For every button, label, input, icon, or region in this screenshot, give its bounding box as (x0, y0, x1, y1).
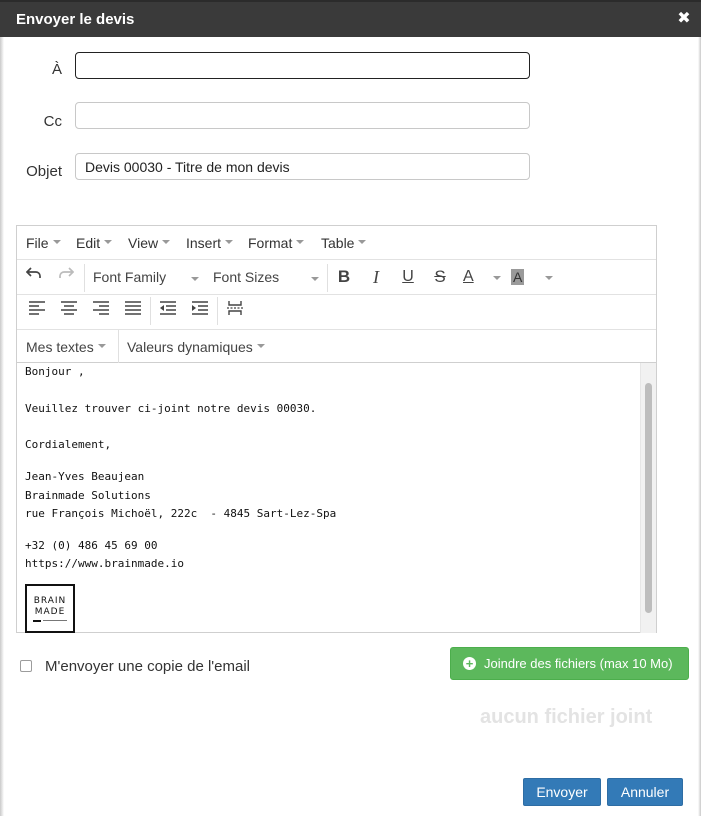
menu-table-label: Table (321, 235, 355, 251)
font-family-select[interactable] (93, 264, 201, 290)
editor-content[interactable] (17, 363, 641, 633)
chevron-down-icon (296, 240, 304, 244)
text-color-icon[interactable]: A (459, 264, 499, 290)
menu-format[interactable] (248, 235, 304, 251)
close-icon[interactable]: ✖ (677, 10, 691, 27)
menu-format-label: Format (248, 235, 293, 251)
toolbar-separator (84, 264, 85, 292)
subject-input[interactable] (75, 153, 530, 180)
body-line: https://www.brainmade.io (25, 557, 184, 570)
valeurs-dynamiques-label: Valeurs dynamiques (127, 339, 253, 355)
page-break-icon[interactable] (223, 299, 247, 325)
editor-scrollbar[interactable] (640, 363, 656, 633)
undo-icon[interactable] (22, 264, 46, 290)
background-color-icon[interactable]: A (507, 264, 547, 290)
to-input[interactable] (75, 52, 530, 79)
outdent-icon[interactable] (156, 299, 180, 325)
chevron-down-icon (162, 240, 170, 244)
cc-label: Cc (43, 113, 62, 130)
align-left-icon[interactable] (25, 299, 49, 325)
subject-label: Objet (26, 163, 62, 180)
menu-view[interactable] (128, 235, 170, 251)
logo-line-2: MADE (34, 607, 66, 617)
body-line: Brainmade Solutions (25, 489, 151, 502)
cancel-button[interactable]: Annuler (607, 778, 683, 806)
font-family-label: Font Family (93, 269, 167, 285)
attach-files-label: Joindre des fichiers (max 10 Mo) (484, 656, 673, 671)
body-line: Bonjour , (25, 365, 85, 378)
menu-file-label: File (26, 235, 49, 251)
scrollbar-thumb[interactable] (645, 383, 652, 613)
chevron-down-icon (257, 344, 265, 348)
no-file-text: aucun fichier joint (480, 706, 653, 728)
chevron-down-icon (191, 277, 199, 281)
left-edge (0, 37, 4, 816)
valeurs-dynamiques-dropdown[interactable] (127, 334, 277, 360)
copy-checkbox[interactable] (20, 660, 32, 672)
send-button[interactable]: Envoyer (523, 778, 601, 806)
editor-menubar (17, 226, 656, 260)
align-center-icon[interactable] (57, 299, 81, 325)
menu-edit[interactable] (76, 235, 112, 251)
body-line: Cordialement, (25, 438, 112, 451)
menu-insert[interactable] (186, 235, 233, 251)
strikethrough-icon[interactable]: S (434, 267, 446, 286)
italic-icon[interactable]: I (373, 267, 379, 287)
attach-files-button[interactable] (450, 647, 689, 680)
body-line: +32 (0) 486 45 69 00 (25, 539, 158, 552)
chevron-down-icon (358, 240, 366, 244)
chevron-down-icon (311, 277, 319, 281)
toolbar-separator (327, 264, 328, 292)
toolbar-row-3 (17, 329, 656, 363)
toolbar-row-2 (17, 295, 656, 329)
body-line: rue François Michoël, 222c - 4845 Sart-Lez-Spa (25, 507, 337, 520)
align-right-icon[interactable] (89, 299, 113, 325)
menu-file[interactable] (26, 235, 61, 251)
dialog-title: Envoyer le devis (16, 11, 135, 28)
chevron-down-icon (98, 344, 106, 348)
chevron-down-icon (53, 240, 61, 244)
font-sizes-select[interactable] (213, 264, 321, 290)
logo-line-1: BRAIN (33, 596, 67, 606)
chevron-down-icon (225, 240, 233, 244)
toolbar-separator (150, 297, 151, 325)
to-label: À (51, 61, 62, 78)
toolbar-separator (217, 297, 218, 325)
toolbar-row-1 (17, 260, 656, 295)
menu-insert-label: Insert (186, 235, 222, 251)
plus-circle-icon: + (463, 657, 476, 670)
toolbar-separator (118, 330, 119, 363)
mes-textes-dropdown[interactable] (26, 334, 120, 360)
company-logo (25, 584, 75, 633)
font-sizes-label: Font Sizes (213, 269, 280, 285)
chevron-down-icon (104, 240, 112, 244)
mes-textes-label: Mes textes (26, 339, 94, 355)
menu-edit-label: Edit (76, 235, 101, 251)
bold-icon[interactable]: B (337, 267, 351, 286)
indent-icon[interactable] (188, 299, 212, 325)
menu-table[interactable] (321, 235, 366, 251)
align-justify-icon[interactable] (121, 299, 145, 325)
cc-input[interactable] (75, 102, 530, 129)
body-line: Veuillez trouver ci-joint notre devis 00030. (25, 402, 317, 415)
redo-icon[interactable] (54, 264, 78, 290)
copy-label: M'envoyer une copie de l'email (45, 658, 251, 675)
underline-icon[interactable]: U (402, 268, 414, 285)
dialog-titlebar (0, 0, 701, 37)
menu-view-label: View (128, 235, 159, 251)
body-line: Jean-Yves Beaujean (25, 470, 145, 483)
rich-text-editor (16, 225, 657, 633)
